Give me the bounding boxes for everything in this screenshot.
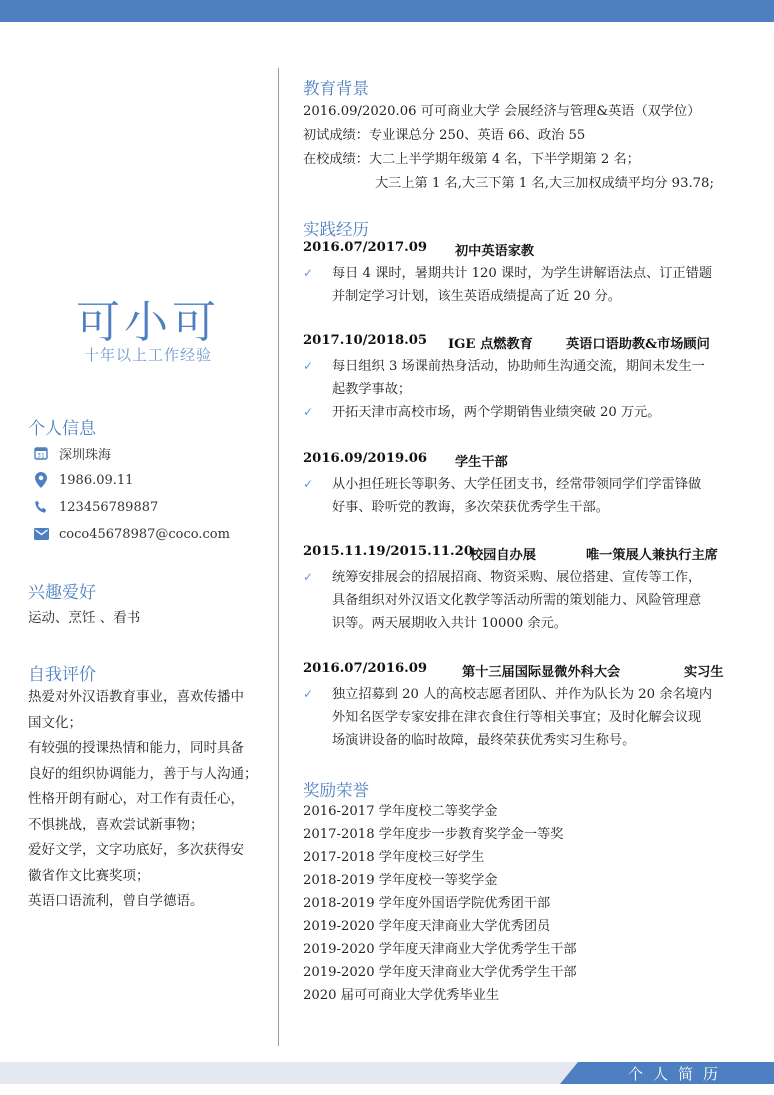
experience-date: 2015.11.19/2015.11.20 [303,544,473,559]
experience-bullet [303,355,743,401]
experience-role: 唯一策展人兼执行主席 [586,548,718,563]
experience-bullet-line: 识等。两天展期收入共计 10000 余元。 [332,616,567,631]
experience-date: 2016.07/2016.09 [303,661,428,676]
education-line: 初试成绩：专业课总分 250、英语 66、政治 55 [303,128,586,143]
location-text: 深圳珠海 [59,447,112,463]
experience-bullet-line: 统筹安排展会的招展招商、物资采购、展位搭建、宣传等工作， [332,570,702,585]
checkmark-icon: ✓ [303,687,314,701]
experience-bullet-line: 并制定学习计划，该生英语成绩提高了近 20 分。 [332,289,621,304]
experience-bullet-line: 起教学事故； [332,382,412,397]
info-email [28,524,230,544]
experience-organization: 第十三届国际显微外科大会 [462,665,621,680]
award-item: 2016-2017 学年度校二等奖学金 [303,804,498,819]
checkmark-icon: ✓ [303,405,314,419]
experience-bullet-line: 具备组织对外汉语文化教学等活动所需的策划能力、风险管理意 [332,593,702,608]
experience-bullet [303,473,743,519]
calendar-icon [32,444,50,462]
experience-organization: 学生干部 [455,455,508,470]
self-evaluation-line: 性格开朗有耐心，对工作有责任心， [28,791,244,807]
email-text[interactable]: coco45678987@coco.com [59,526,230,542]
experience-role: 实习生 [684,665,724,680]
practice-heading: 实践经历 [303,220,369,239]
experience-bullet [303,566,743,635]
self-evaluation-line: 热爱对外汉语教育事业，喜欢传播中 [28,689,244,705]
experience-bullet [303,262,743,308]
experience-date: 2016.09/2019.06 [303,451,428,466]
experience-bullet [303,401,743,424]
experience-bullet-line: 从小担任班长等职务、大学任团支书，经常带领同学们学雷锋做 [332,477,702,492]
experience-bullet-line: 外知名医学专家安排在津衣食住行等相关事宜；及时化解会议现 [332,710,702,725]
education-heading: 教育背景 [303,79,369,98]
info-location [28,443,111,463]
experience-bullet-line: 每日组织 3 场课前热身活动，协助师生沟通交流，期间未发生一 [332,359,705,374]
experience-bullet-line: 独立招募到 20 人的高校志愿者团队、并作为队长为 20 余名境内 [332,687,713,702]
experience-organization: 初中英语家教 [455,244,535,259]
footer-label: 个人简历 [628,1065,729,1083]
self-evaluation-line: 英语口语流利，曾自学德语。 [28,893,204,909]
awards-list [303,800,577,1007]
info-birth [28,470,133,490]
phone-text: 123456789887 [59,499,159,515]
award-item: 2019-2020 学年度天津商业大学优秀学生干部 [303,942,577,957]
svg-text:31: 31 [37,452,45,460]
checkmark-icon: ✓ [303,570,314,584]
self-evaluation-line: 徽省作文比赛奖项； [28,867,150,884]
experience-date: 2017.10/2018.05 [303,333,428,348]
checkmark-icon: ✓ [303,359,314,373]
self-evaluation-line: 有较强的授课热情和能力，同时具备 [28,740,244,756]
checkmark-icon: ✓ [303,477,314,491]
award-item: 2018-2019 学年度校一等奖学金 [303,873,498,888]
info-phone [28,497,158,517]
experience-bullet-line: 每日 4 课时，暑期共计 120 课时，为学生讲解语法点、订正错题 [332,266,713,281]
checkmark-icon: ✓ [303,266,314,280]
experience-role: 英语口语助教&市场顾问 [566,337,710,352]
self-evaluation-line: 良好的组织协调能力，善于与人沟通； [28,765,258,782]
education-line: 2016.09/2020.06 可可商业大学 会展经济与管理&英语（双学位） [303,104,701,119]
experience-bullet-line: 开拓天津市高校市场，两个学期销售业绩突破 20 万元。 [332,405,661,420]
hobbies-text: 运动、烹饪 、看书 [28,610,141,626]
experience-subtitle: 十年以上工作经验 [83,346,212,364]
award-item: 2020 届可可商业大学优秀毕业生 [303,988,500,1003]
location-pin-icon [32,471,50,489]
experience-organization: 校园自办展 [470,548,536,563]
award-item: 2017-2018 学年度校三好学生 [303,850,485,865]
email-icon [32,525,50,543]
experience-bullet [303,683,743,752]
self-evaluation-line: 国文化； [28,714,82,731]
education-line: 大三上第 1 名,大三下第 1 名,大三加权成绩平均分 93.78; [375,176,714,191]
experience-bullet-line: 场演讲设备的临时故障，最终荣获优秀实习生称号。 [332,733,636,748]
self-evaluation-line: 爱好文学，文字功底好，多次获得安 [28,842,244,858]
self-evaluation-heading: 自我评价 [28,665,96,685]
award-item: 2019-2020 学年度天津商业大学优秀学生干部 [303,965,577,980]
award-item: 2018-2019 学年度外国语学院优秀团干部 [303,896,551,911]
self-evaluation-line: 不惧挑战，喜欢尝试新事物； [28,816,204,833]
top-accent-bar [0,0,774,22]
birth-text: 1986.09.11 [59,472,134,488]
experience-organization: IGE 点燃教育 [448,337,533,352]
personal-info-heading: 个人信息 [28,419,96,439]
awards-heading: 奖励荣誉 [303,781,369,800]
award-item: 2019-2020 学年度天津商业大学优秀团员 [303,919,551,934]
experience-bullet-line: 好事、聆听党的教诲，多次荣获优秀学生干部。 [332,500,609,515]
phone-icon [32,498,50,516]
experience-date: 2016.07/2017.09 [303,240,428,255]
person-name: 可小可 [76,297,220,348]
column-divider [278,68,279,1046]
award-item: 2017-2018 学年度步一步教育奖学金一等奖 [303,827,564,842]
education-line: 在校成绩：大二上半学期年级第 4 名，下半学期第 2 名； [303,152,640,167]
hobbies-heading: 兴趣爱好 [28,583,96,603]
